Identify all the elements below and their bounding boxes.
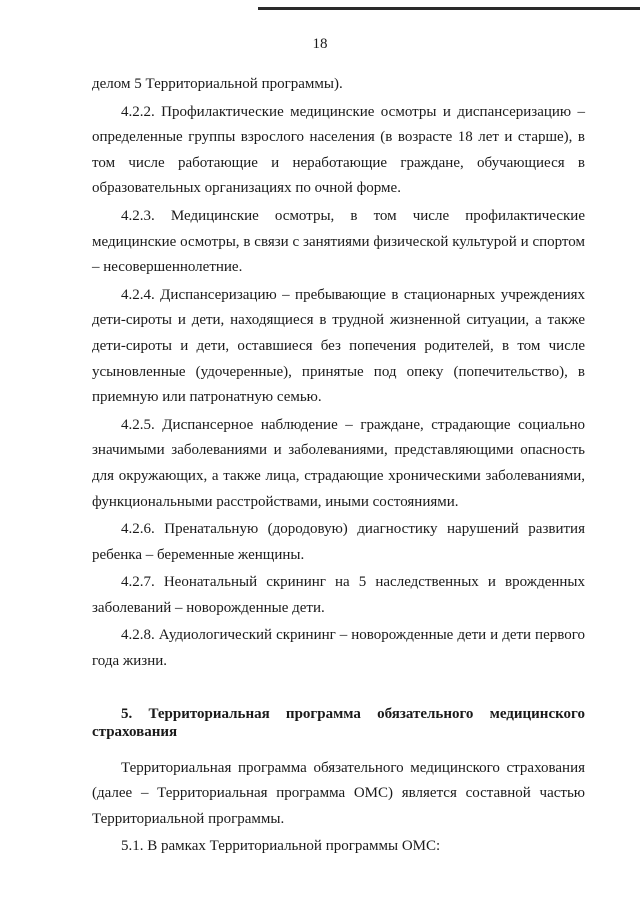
top-rule [258, 7, 640, 10]
paragraph-4-2-6: 4.2.6. Пренатальную (дородовую) диагностику нарушений развития ребенка – беременные женщины. [92, 521, 585, 563]
paragraph-4-2-8: 4.2.8. Аудиологический скрининг – новорожденные дети и дети первого года жизни. [92, 627, 585, 670]
paragraph-4-2-4: 4.2.4. Диспансеризацию – пребывающие в стационарных учреждениях дети-сироты и дети, находящиеся в трудной жизненной ситуации, а также дети-сироты и дети, оставшиеся без попечения родителей, в том числе усыновленные (удочеренные), принятые под опеку (попечительство), в приемную или патронатную семью. [92, 286, 585, 406]
paragraph-4-2-2: 4.2.2. Профилактические медицинские осмотры и диспансеризацию – определенные группы взрослого населения (в возрасте 18 лет и старше), в том числе работающие и неработающие граждане, обучающиеся в образовательных организациях по очной форме. [92, 103, 585, 197]
section-heading: 5. Территориальная программа обязательного медицинского страхования [92, 705, 585, 740]
paragraph-4-2-5: 4.2.5. Диспансерное наблюдение – граждане, страдающие социально значимыми заболеваниями и заболеваниями, представляющими опасность для окружающих, а также лица, страдающие хроническими заболеваниями, функциональными расстройствами, иными состояниями. [92, 416, 585, 510]
page-number: 18 [312, 36, 328, 52]
paragraph-section-5-intro: Территориальная программа обязательного медицинского страхования (далее – Территориальная программа ОМС) является составной частью Территориальной программы. [92, 759, 585, 827]
paragraph-4-2-3: 4.2.3. Медицинские осмотры, в том числе профилактические медицинские осмотры, в связи с занятиями физической культурой и спортом – несовершеннолетние. [92, 207, 585, 276]
document-body [92, 72, 585, 860]
paragraph-4-2-7: 4.2.7. Неонатальный скрининг на 5 наследственных и врожденных заболеваний – новорожденные дети. [92, 574, 585, 616]
paragraph-continuation: делом 5 Территориальной программы). [92, 76, 343, 92]
paragraph-5-1: 5.1. В рамках Территориальной программы ОМС: [121, 838, 441, 855]
